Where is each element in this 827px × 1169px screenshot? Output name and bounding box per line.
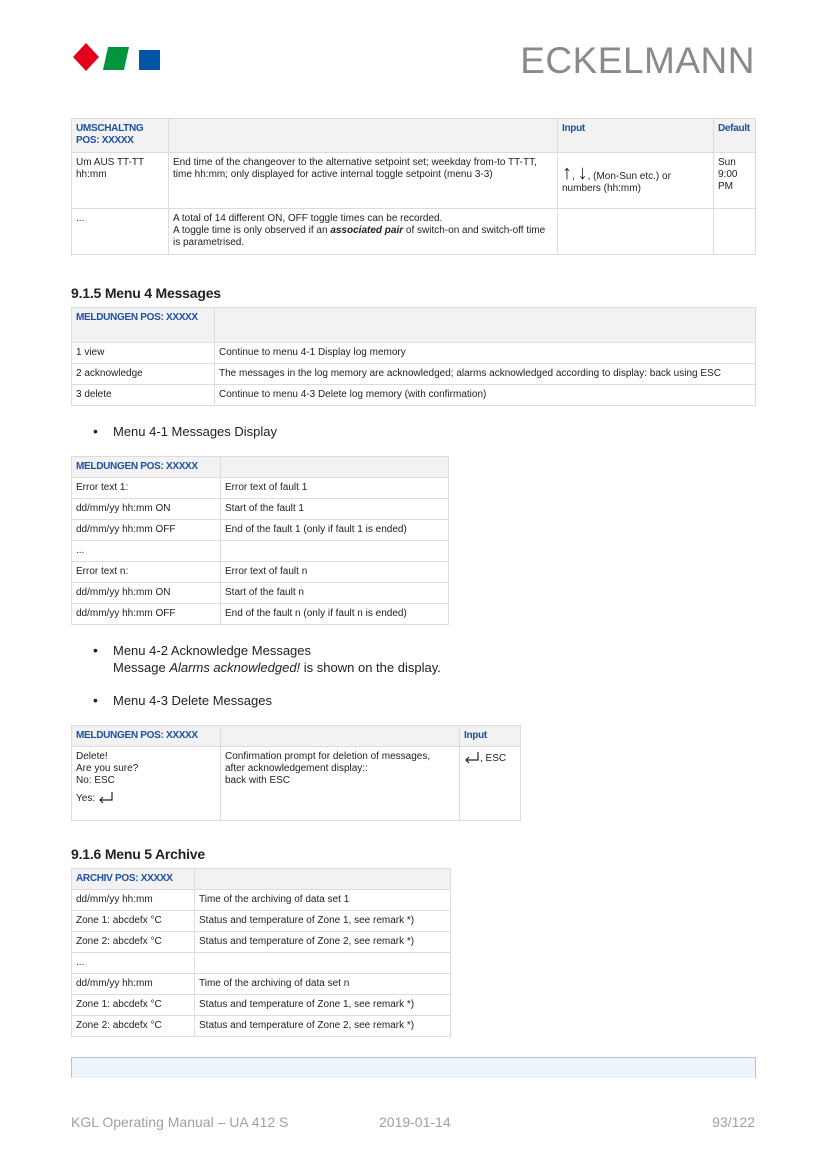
cell-default [714,209,756,255]
cell-description [169,209,558,255]
cell-prompt: Delete! Are you sure? No: ESC Yes: [72,747,221,821]
cell-description: End time of the changeover to the alternative setpoint set; weekday from-to TT-TT, time hh:mm; only displayed for active internal toggle setpoint (menu 3-3) [169,153,558,209]
bullet-menu-4-2: • Menu 4-2 Acknowledge Messages Message Alarms acknowledged! is shown on the display. [93,642,441,675]
bullet-menu-4-1: • Menu 4-1 Messages Display [93,423,278,439]
table-umschaltung [71,118,756,255]
col-header-meldungen: MELDUNGEN POS: XXXXX [72,457,221,478]
col-header-archiv: ARCHIV POS: XXXXX [72,869,195,890]
input-separator: , [572,171,575,182]
col-header-description [195,869,451,890]
table-row: Error text 1: Error text of fault 1 [72,478,449,499]
col-header-input: Input [558,119,714,153]
col-header-description [221,726,460,747]
col-header-description [215,308,756,343]
footer-manual-title: KGL Operating Manual – UA 412 S [71,1114,289,1130]
arrow-up-icon: ↑ [562,162,572,184]
bullet-dot-icon: • [93,423,98,439]
section-heading-menu4: 9.1.5 Menu 4 Messages [71,285,221,301]
table-delete-messages [71,725,521,821]
arrow-down-icon: ↓ [577,162,588,184]
cell-parameter: Um AUS TT-TT hh:mm [72,153,169,209]
cell-input [558,209,714,255]
cell-default: Sun 9:00 PM [714,153,756,209]
table-row: ... [72,953,451,974]
table-messages-display [71,456,449,625]
table-row: 3 delete Continue to menu 4-3 Delete log memory (with confirmation) [72,385,756,406]
bullet-menu-4-3: • Menu 4-3 Delete Messages [93,692,272,708]
table-archive [71,868,451,1037]
table-row [72,747,521,821]
col-header-meldungen: MELDUNGEN POS: XXXXX [72,726,221,747]
table-row: dd/mm/yy hh:mm OFF End of the fault n (only if fault n is ended) [72,604,449,625]
cell-description: Confirmation prompt for deletion of messages, after acknowledgement display:: back with ESC [221,747,460,821]
col-header-description [221,457,449,478]
bullet-dot-icon: • [93,692,98,708]
brand-wordmark: ECKELMANN [520,40,755,81]
table-row: Zone 1: abcdefx °C Status and temperature of Zone 1, see remark *) [72,911,451,932]
cell-input: , ESC [460,747,521,821]
eckelmann-logo [71,40,163,74]
enter-key-icon [464,751,480,765]
table-row: dd/mm/yy hh:mm Time of the archiving of data set n [72,974,451,995]
table-row: Zone 2: abcdefx °C Status and temperature of Zone 2, see remark *) [72,1016,451,1037]
section-heading-menu5: 9.1.6 Menu 5 Archive [71,846,205,862]
table-row: Error text n: Error text of fault n [72,562,449,583]
table-row: Zone 1: abcdefx °C Status and temperature of Zone 1, see remark *) [72,995,451,1016]
table-row: dd/mm/yy hh:mm ON Start of the fault n [72,583,449,604]
toggle-count-note: A total of 14 different ON, OFF toggle times can be recorded. [173,213,443,224]
toggle-pair-note: A toggle time is only observed if an associated pair of switch-on and switch-off time is parametrised. [173,225,546,248]
input-options: , (Mon-Sun etc.) or numbers (hh:mm) [562,171,671,194]
table-row: dd/mm/yy hh:mm Time of the archiving of data set 1 [72,890,451,911]
col-header-default: Default [714,119,756,153]
enter-key-icon [98,791,114,805]
table-meldungen-menu [71,307,756,406]
col-header-meldungen: MELDUNGEN POS: XXXXX [72,308,215,343]
table-row: 2 acknowledge The messages in the log memory are acknowledged; alarms acknowledged according to display: back using ESC [72,364,756,385]
table-row: 1 view Continue to menu 4-1 Display log memory [72,343,756,364]
bullet-dot-icon: • [93,642,98,658]
footer-page-number: 93/122 [712,1114,755,1130]
table-row [72,153,756,209]
table-row: dd/mm/yy hh:mm ON Start of the fault 1 [72,499,449,520]
table-row [72,209,756,255]
cell-input [558,153,714,209]
table-row: ... [72,541,449,562]
col-header-input: Input [460,726,521,747]
cell-parameter: ... [72,209,169,255]
note-box [71,1057,756,1078]
table-row: Zone 2: abcdefx °C Status and temperature of Zone 2, see remark *) [72,932,451,953]
table-row: dd/mm/yy hh:mm OFF End of the fault 1 (only if fault 1 is ended) [72,520,449,541]
footer-date: 2019-01-14 [379,1114,451,1130]
col-header-umschaltng: UMSCHALTNG POS: XXXXX [72,119,169,153]
col-header-description [169,119,558,153]
